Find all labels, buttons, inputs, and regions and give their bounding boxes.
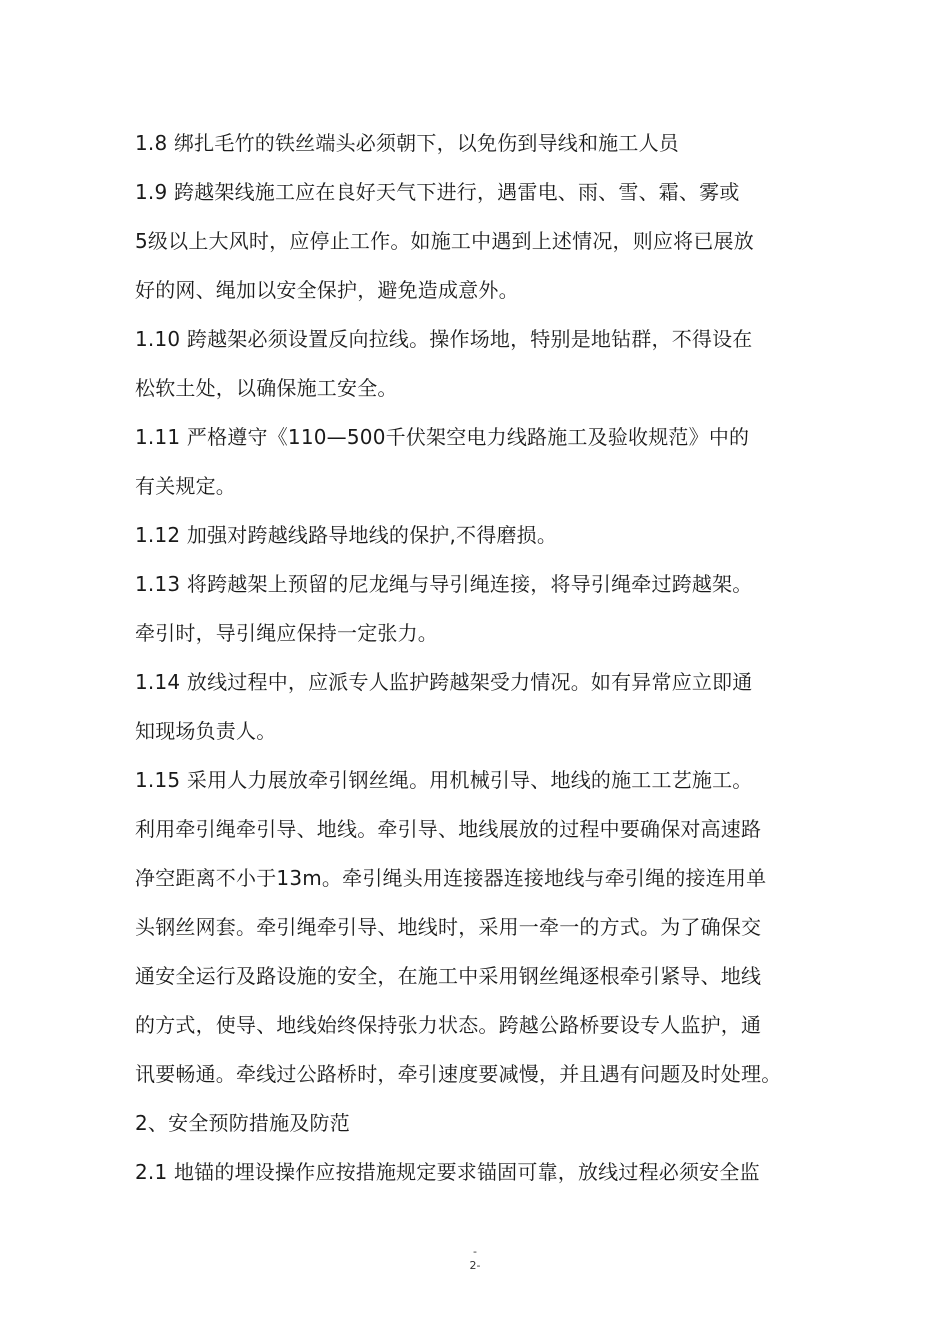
body-text [135, 119, 855, 1197]
text-line: 1.8 绑扎毛竹的铁丝端头必须朝下，以免伤到导线和施工人员 [135, 131, 679, 155]
text-line: 头钢丝网套。牵引绳牵引导、地线时，采用一牵一的方式。为了确保交 [135, 915, 762, 939]
page-number: 2- [469, 1259, 481, 1272]
text-line: 1.10 跨越架必须设置反向拉线。操作场地，特别是地钻群，不得设在 [135, 327, 753, 351]
text-line: 有关规定。 [135, 474, 236, 498]
text-line: 好的网、绳加以安全保护，避免造成意外。 [135, 278, 519, 302]
text-line: 松软土处，以确保施工安全。 [135, 376, 398, 400]
text-line: 的方式，使导、地线始终保持张力状态。跨越公路桥要设专人监护，通 [135, 1013, 762, 1037]
footer-dash: - [473, 1245, 477, 1258]
text-line: 1.13 将跨越架上预留的尼龙绳与导引绳连接，将导引绳牵过跨越架。 [135, 572, 753, 596]
text-line: 2.1 地锚的埋设操作应按措施规定要求锚固可靠，放线过程必须安全监 [135, 1160, 760, 1184]
text-line: 牵引时，导引绳应保持一定张力。 [135, 621, 438, 645]
text-line: 1.14 放线过程中，应派专人监护跨越架受力情况。如有异常应立即通 [135, 670, 753, 694]
text-line: 净空距离不小于13m。牵引绳头用连接器连接地线与牵引绳的接连用单 [135, 866, 767, 890]
text-line: 利用牵引绳牵引导、地线。牵引导、地线展放的过程中要确保对高速路 [135, 817, 762, 841]
text-line: 5级以上大风时，应停止工作。如施工中遇到上述情况，则应将已展放 [135, 229, 754, 253]
text-line: 1.11 严格遵守《110—500千伏架空电力线路施工及验收规范》中的 [135, 425, 750, 449]
text-line: 通安全运行及路设施的安全，在施工中采用钢丝绳逐根牵引紧导、地线 [135, 964, 762, 988]
text-line: 1.12 加强对跨越线路导地线的保护,不得磨损。 [135, 523, 558, 547]
text-line: 1.15 采用人力展放牵引钢丝绳。用机械引导、地线的施工工艺施工。 [135, 768, 753, 792]
text-line: 知现场负责人。 [135, 719, 277, 743]
text-line: 讯要畅通。牵线过公路桥时，牵引速度要减慢，并且遇有问题及时处理。 [135, 1062, 782, 1086]
text-line: 1.9 跨越架线施工应在良好天气下进行，遇雷电、雨、雪、霜、雾或 [135, 180, 740, 204]
section-heading: 2、安全预防措施及防范 [135, 1111, 350, 1135]
